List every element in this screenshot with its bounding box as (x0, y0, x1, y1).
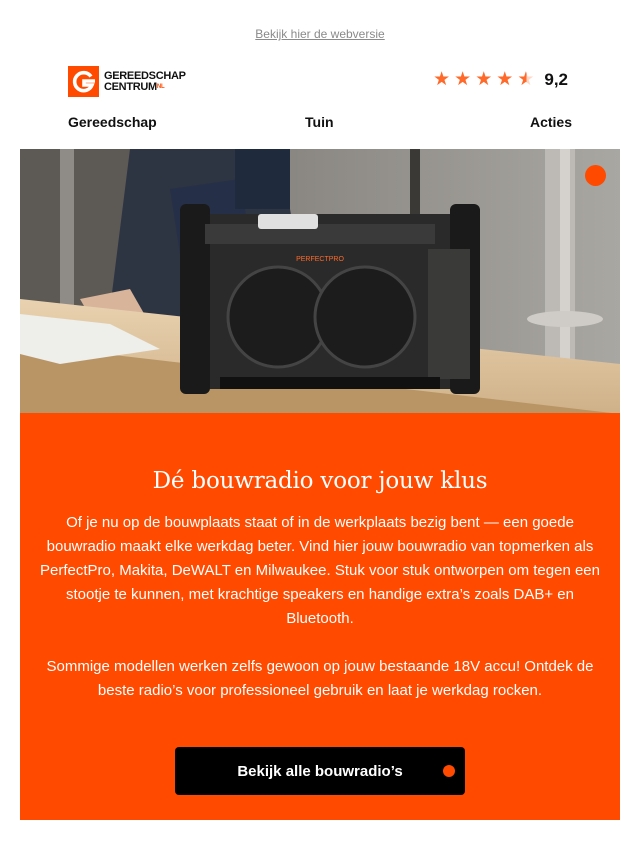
brand-logo[interactable] (68, 66, 186, 97)
star-icon: ★ (433, 69, 451, 90)
content-paragraph-2: Sommige modellen werken zelfs gewoon op jouw bestaande 18V accu! Ontdek de beste radio’s voor professioneel gebruik en laat je werkdag rocken. (46, 658, 594, 699)
radio-brand-label: PERFECTPRO (296, 256, 344, 263)
logo-wordmark (104, 71, 186, 93)
cta-label: Bekijk alle bouwradio’s (237, 762, 403, 780)
nav-item-acties[interactable]: Acties (529, 114, 572, 130)
hero-image[interactable] (20, 149, 620, 449)
view-all-radios-button[interactable] (175, 747, 465, 795)
half-star-icon: ★ (517, 69, 535, 90)
logo-line1: GEREEDSCHAP (104, 69, 186, 82)
webversion-link[interactable]: Bekijk hier de webversie (255, 27, 385, 41)
star-icon: ★ (454, 69, 472, 90)
nav-item-tuin[interactable]: Tuin (305, 114, 334, 130)
logo-line2: CENTRUM (104, 80, 157, 93)
star-icon: ★ (475, 69, 493, 90)
star-icon: ★ (496, 69, 514, 90)
construction-radio-photo-icon (20, 149, 620, 449)
rating-stars (433, 70, 534, 90)
content-paragraph-1: Of je nu op de bouwplaats staat of in de werkplaats bezig bent — een goede bouwradio maakt elke werkdag beter. Vind hier jouw bouwradio van topmerken als PerfectPro, Makita, DeWALT en Milwaukee. Stuk voor stuk ontworpen om tegen een stootje te kunnen, met krachtige speakers en handige extra’s zoals DAB+ en Bluetooth. (40, 514, 600, 627)
nav-item-gereedschap[interactable]: Gereedschap (68, 114, 157, 130)
logo-mark-icon (68, 66, 99, 97)
logo-suffix: NL (156, 83, 165, 90)
hero-indicator-dot (585, 165, 606, 186)
main-nav (68, 114, 572, 134)
cta-dot-icon (443, 765, 455, 777)
rating-score: 9,2 (544, 70, 568, 89)
content-title: Dé bouwradio voor jouw klus (152, 468, 488, 494)
customer-rating[interactable] (433, 70, 568, 90)
